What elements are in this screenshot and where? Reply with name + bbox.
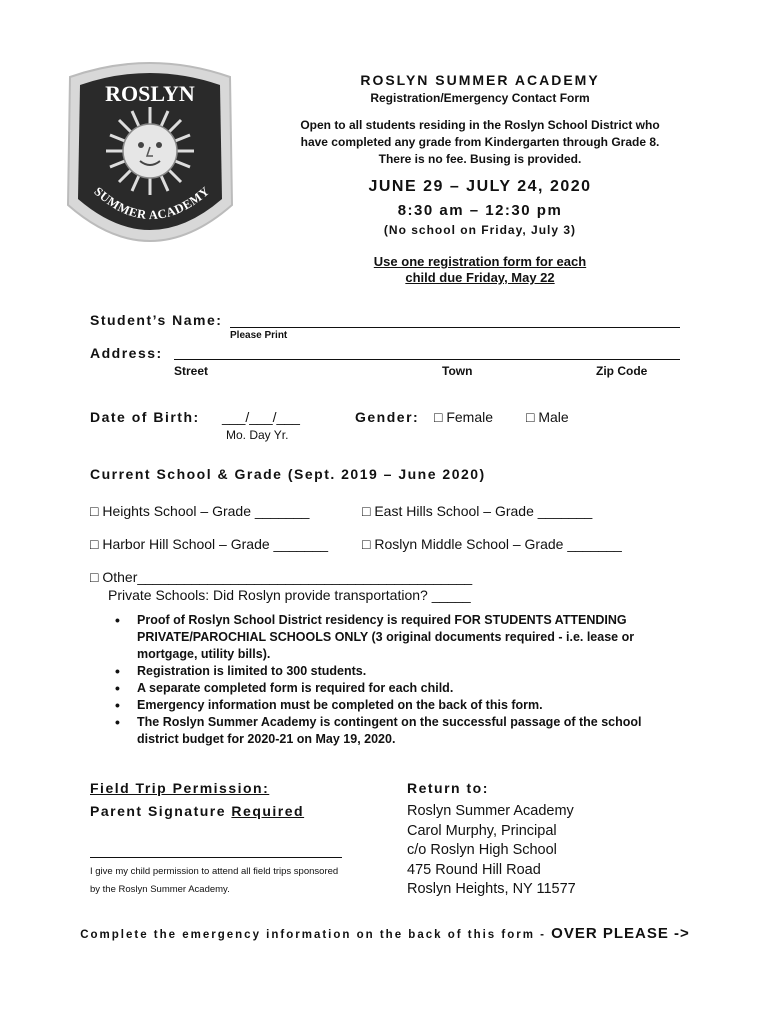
- signature-label-text: Parent Signature: [90, 803, 227, 819]
- list-item: • Proof of Roslyn School District residency is required FOR STUDENTS ATTENDING PRIVATE/PAROCHIAL SCHOOLS ONLY (3 original documents required - i.e. lease or mortgage, utility bills).: [112, 612, 672, 663]
- other-school-checkbox[interactable]: □ Other___________________________________________: [90, 569, 473, 585]
- address-line: c/o Roslyn High School: [407, 842, 557, 858]
- due-line: child due Friday, May 22: [405, 270, 555, 285]
- permission-text-line: by the Roslyn Summer Academy.: [90, 884, 230, 895]
- gender-label: Gender:: [355, 409, 420, 425]
- address-field[interactable]: [174, 359, 680, 360]
- due-line: Use one registration form for each: [373, 254, 587, 269]
- return-address: [407, 802, 576, 900]
- student-name-label: Student’s Name:: [90, 312, 223, 328]
- dob-field[interactable]: ___/___/___: [222, 409, 300, 425]
- form-title: ROSLYN SUMMER ACADEMY: [360, 72, 600, 88]
- form-subtitle: Registration/Emergency Contact Form: [370, 91, 590, 105]
- list-item: • Registration is limited to 300 students.: [112, 663, 672, 680]
- footer-text: Complete the emergency information on the back of this form -: [80, 929, 552, 941]
- program-time: 8:30 am – 12:30 pm: [397, 202, 563, 219]
- list-item: • Emergency information must be completed on the back of this form.: [112, 697, 672, 714]
- field-trip-heading: Field Trip Permission:: [90, 780, 270, 796]
- logo-top-text: ROSLYN: [105, 81, 195, 106]
- eligibility-text: [270, 117, 690, 168]
- dob-format-hint: Mo. Day Yr.: [226, 428, 289, 442]
- dob-label: Date of Birth:: [90, 409, 200, 425]
- town-hint: Town: [442, 364, 473, 378]
- student-name-field[interactable]: [230, 327, 680, 328]
- harbor-hill-school-checkbox[interactable]: □ Harbor Hill School – Grade _______: [90, 536, 329, 552]
- eligibility-line: Open to all students residing in the Roslyn School District who: [300, 118, 660, 132]
- address-line: Roslyn Summer Academy: [407, 803, 574, 819]
- eligibility-line: There is no fee. Busing is provided.: [378, 152, 582, 166]
- please-print-hint: Please Print: [230, 330, 288, 341]
- list-item: • A separate completed form is required for each child.: [112, 680, 672, 697]
- address-line: Carol Murphy, Principal: [407, 822, 557, 839]
- required-text: Required: [231, 803, 305, 819]
- street-hint: Street: [174, 364, 209, 378]
- current-school-heading: Current School & Grade (Sept. 2019 – June 2020): [90, 466, 486, 482]
- roslyn-summer-academy-logo: [62, 55, 238, 267]
- program-dates: JUNE 29 – JULY 24, 2020: [368, 178, 592, 195]
- address-label: Address:: [90, 345, 163, 361]
- address-line: Roslyn Heights, NY 11577: [407, 881, 576, 897]
- eligibility-line: have completed any grade from Kindergarten through Grade 8.: [300, 135, 660, 149]
- permission-text-line: I give my child permission to attend all field trips sponsored: [90, 866, 339, 877]
- east-hills-school-checkbox[interactable]: □ East Hills School – Grade _______: [362, 503, 593, 519]
- address-line: 475 Round Hill Road: [407, 861, 541, 878]
- over-please-text: OVER PLEASE ->: [551, 925, 690, 942]
- gender-male-checkbox[interactable]: □ Male: [526, 409, 569, 425]
- sun-face-icon: [106, 107, 194, 195]
- no-school-note: (No school on Friday, July 3): [383, 223, 577, 237]
- footer-note: [0, 925, 770, 942]
- parent-signature-label: [90, 803, 304, 819]
- zip-hint: Zip Code: [596, 364, 648, 378]
- list-item: • The Roslyn Summer Academy is contingent on the successful passage of the school district budget for 2020-21 on May 19, 2020.: [112, 714, 672, 748]
- due-date-note: [270, 254, 690, 286]
- gender-female-checkbox[interactable]: □ Female: [434, 409, 494, 425]
- logo-bottom-text: SUMMER ACADEMY: [91, 183, 213, 223]
- return-to-heading: Return to:: [407, 780, 489, 796]
- heights-school-checkbox[interactable]: □ Heights School – Grade _______: [90, 503, 310, 519]
- parent-signature-field[interactable]: [90, 857, 342, 858]
- roslyn-middle-school-checkbox[interactable]: □ Roslyn Middle School – Grade _______: [362, 536, 622, 552]
- private-transport-question[interactable]: Private Schools: Did Roslyn provide transportation? _____: [108, 587, 471, 603]
- requirements-list: [112, 612, 672, 748]
